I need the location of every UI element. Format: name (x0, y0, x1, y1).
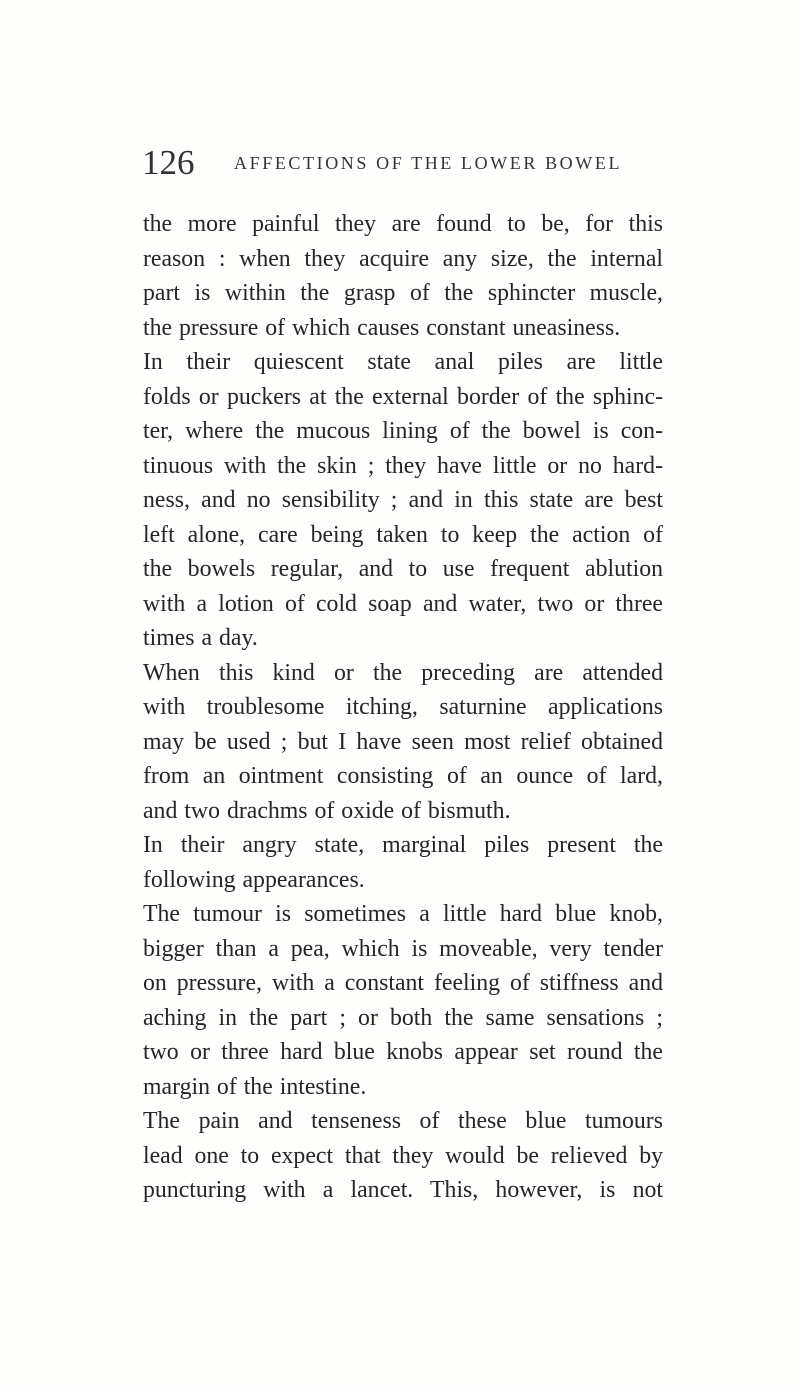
text-line: and two drachms of oxide of bismuth. (143, 797, 511, 824)
text-line: ter, where the mucous lining of the bowel is con- (143, 418, 663, 444)
text-line: with a lotion of cold soap and water, two or three (143, 590, 663, 617)
text-line: the more painful they are found to be, for this (143, 211, 663, 237)
text-line: lead one to expect that they would be relieved by (143, 1142, 663, 1169)
text-line: In their angry state, marginal piles present the (143, 832, 663, 858)
body-text (143, 207, 663, 1208)
text-line: puncturing with a lancet. This, however, is not (143, 1177, 663, 1203)
text-line: ness, and no sensibility ; and in this state are best (143, 487, 663, 513)
page-header (142, 143, 672, 183)
text-line: aching in the part ; or both the same sensations ; (143, 1004, 663, 1031)
page-number: 126 (142, 143, 195, 182)
text-line: following appearances. (143, 866, 365, 893)
text-line: The pain and tenseness of these blue tumours (143, 1108, 663, 1134)
text-line: When this kind or the preceding are attended (143, 659, 663, 686)
text-line: tinuous with the skin ; they have little or no hard- (143, 452, 663, 479)
text-line: left alone, care being taken to keep the action of (143, 521, 663, 548)
text-line: reason : when they acquire any size, the internal (143, 245, 663, 272)
text-line: The tumour is sometimes a little hard blue knob, (143, 901, 663, 927)
text-line: the pressure of which causes constant uneasiness. (143, 314, 621, 341)
text-line: folds or puckers at the external border of the sphinc- (143, 383, 663, 410)
text-line: bigger than a pea, which is moveable, very tender (143, 935, 663, 962)
text-line: with troublesome itching, saturnine applications (143, 694, 663, 720)
text-line: may be used ; but I have seen most relief obtained (143, 728, 663, 755)
text-line: In their quiescent state anal piles are little (143, 349, 663, 375)
running-head: AFFECTIONS OF THE LOWER BOWEL (234, 153, 623, 173)
text-line: margin of the intestine. (143, 1073, 367, 1100)
text-line: times a day. (143, 625, 258, 651)
text-line: the bowels regular, and to use frequent ablution (143, 556, 663, 582)
text-line: part is within the grasp of the sphincter muscle, (143, 280, 663, 306)
text-line: on pressure, with a constant feeling of stiffness and (143, 970, 663, 996)
text-line: two or three hard blue knobs appear set round the (143, 1039, 663, 1065)
text-line: from an ointment consisting of an ounce of lard, (143, 763, 663, 789)
